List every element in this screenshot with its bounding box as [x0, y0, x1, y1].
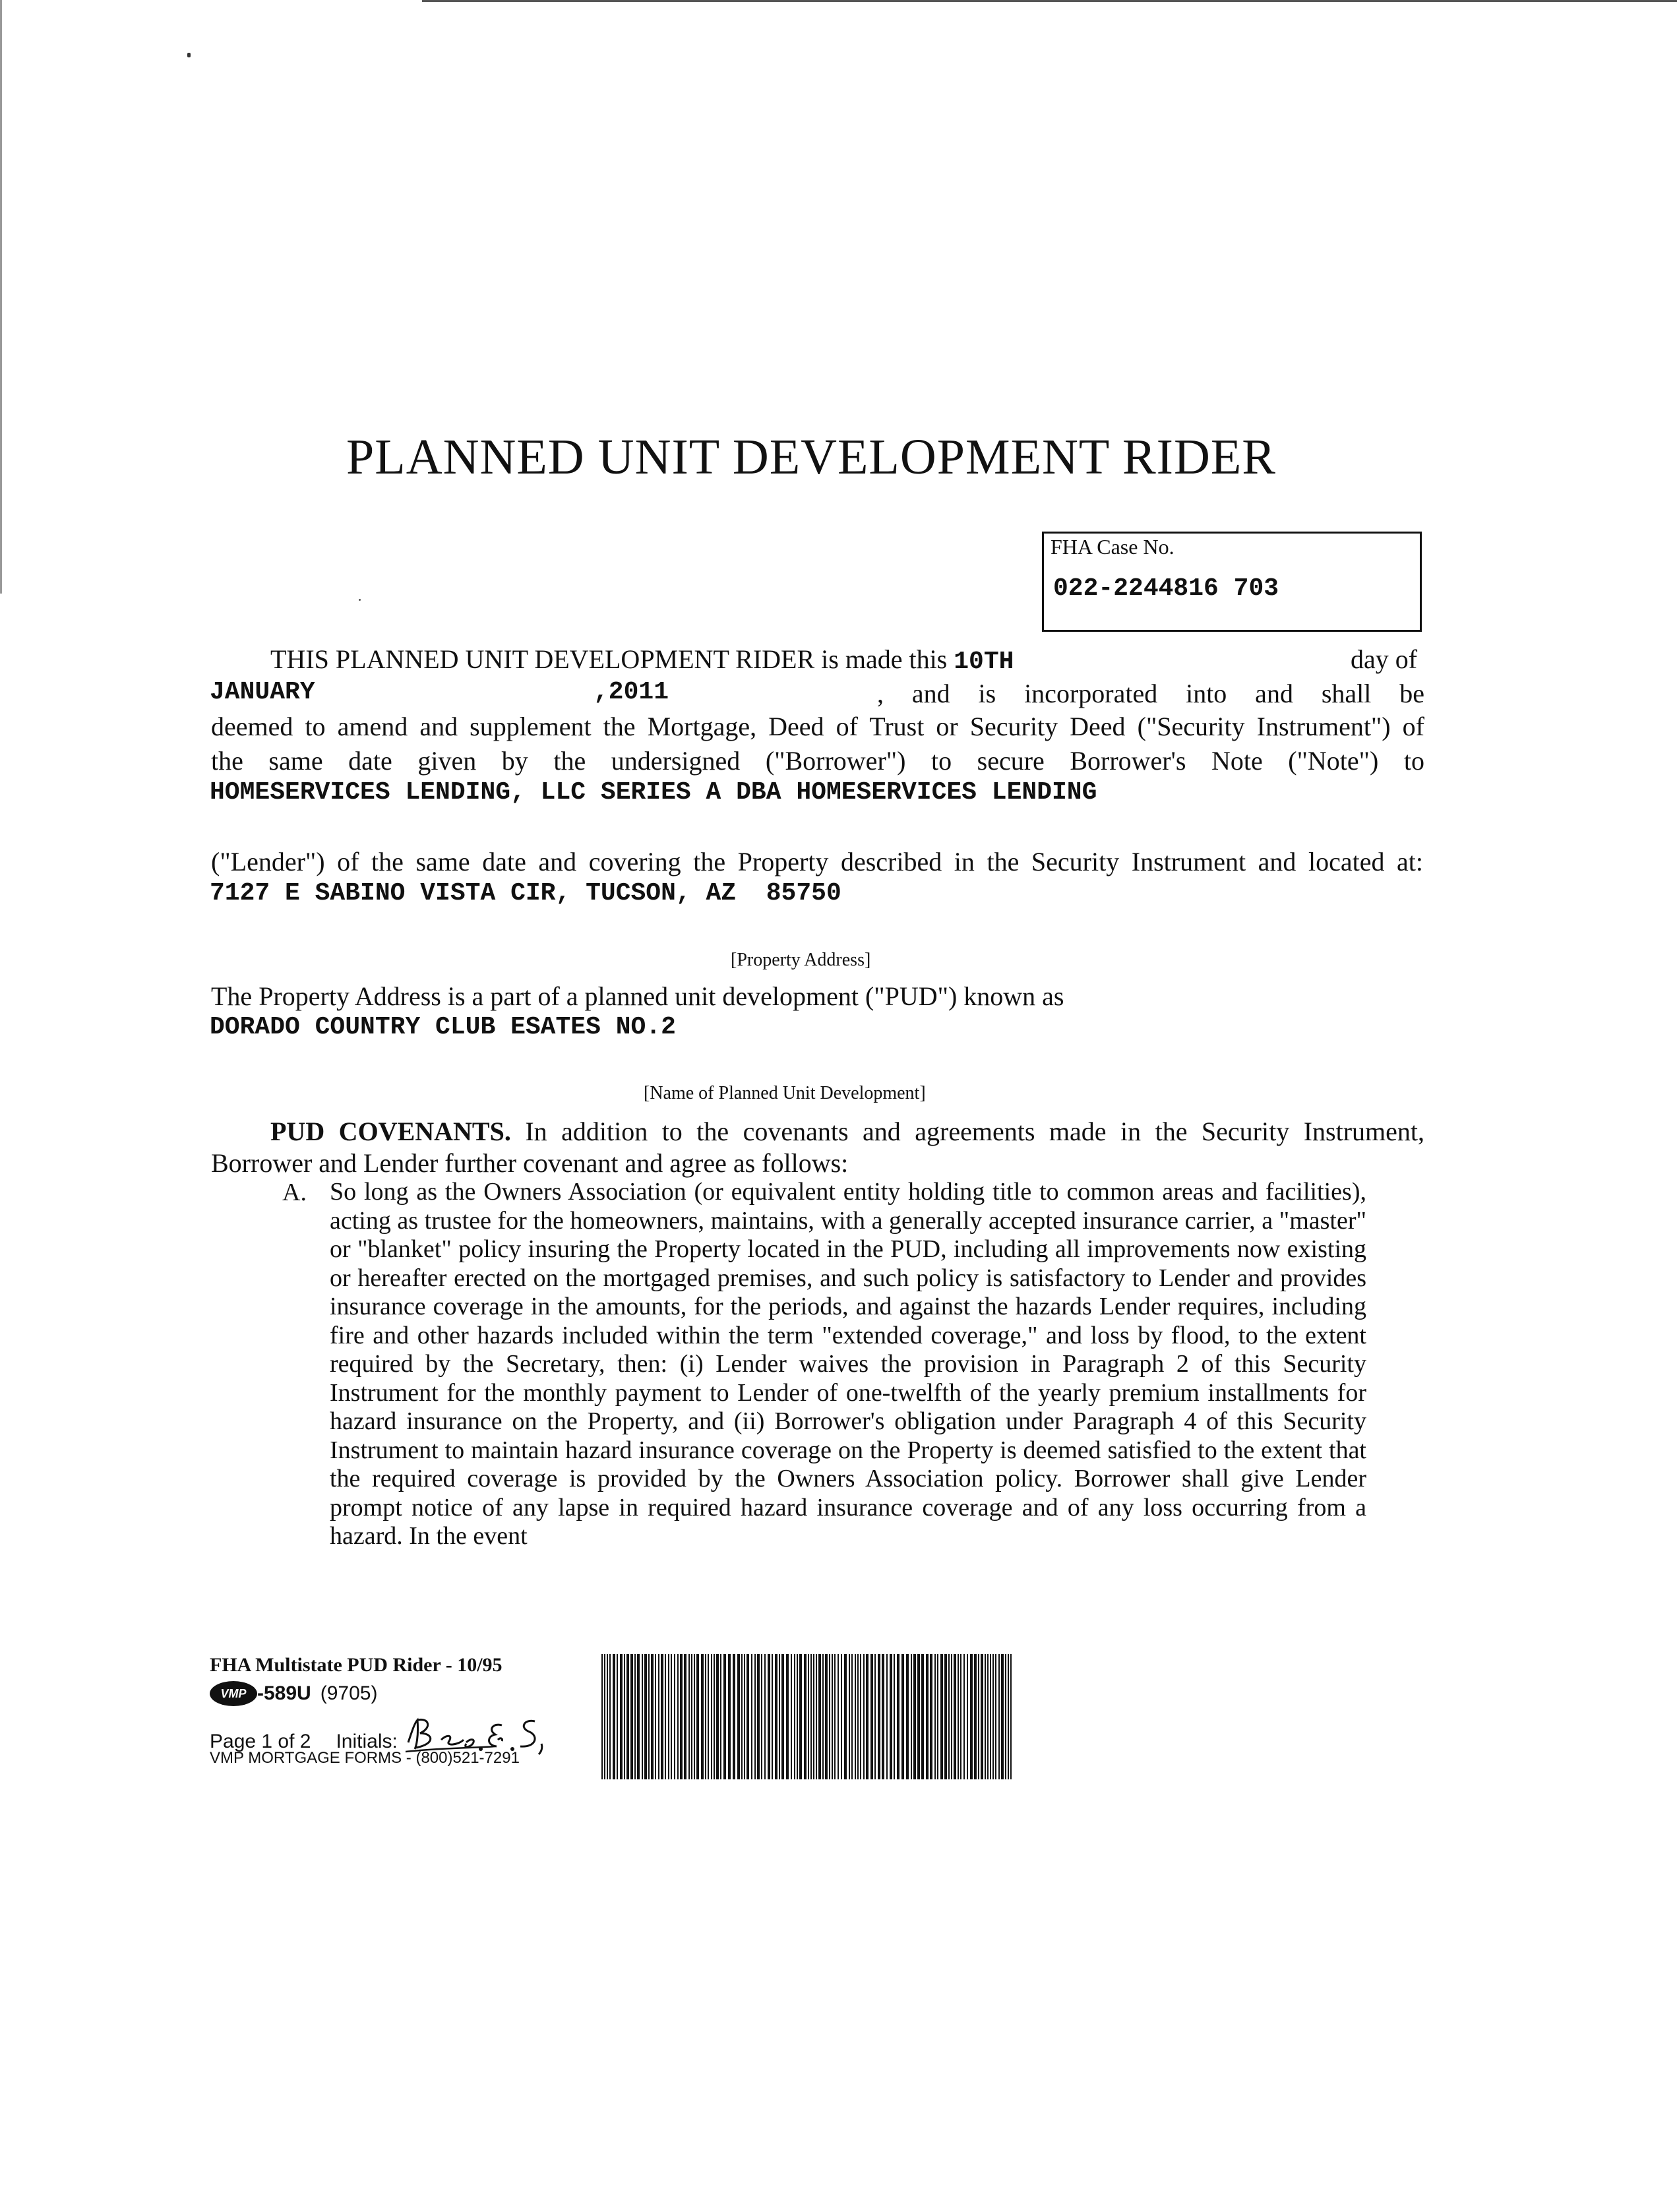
scan-left-edge: [0, 0, 2, 594]
document-title: PLANNED UNIT DEVELOPMENT RIDER: [346, 429, 1276, 485]
covenants-intro-line-2: Borrower and Lender further covenant and agree as follows:: [211, 1148, 849, 1178]
fha-case-number: 022-2244816 703: [1053, 574, 1279, 603]
scan-speck: [359, 599, 361, 601]
opening-line-1: [270, 644, 1014, 676]
footer-page-number: Page 1 of 2: [210, 1731, 311, 1752]
footer-form-name: FHA Multistate PUD Rider - 10/95: [210, 1654, 503, 1676]
vmp-logo-text: VMP: [220, 1686, 247, 1700]
scan-top-edge: [422, 0, 1677, 2]
footer-form-version: (9705): [320, 1682, 378, 1704]
opening-line-3: deemed to amend and supplement the Mortgage, Deed of Trust or Security Deed ("Security Instrument") of: [211, 712, 1424, 741]
opening-line-4: the same date given by the undersigned ("Borrower") to secure Borrower's Note ("Note") to: [211, 746, 1424, 776]
opening-line-2-rest: , and is incorporated into and shall be: [877, 679, 1424, 708]
fha-case-label: FHA Case No.: [1051, 535, 1174, 559]
covenants-intro: [270, 1116, 1424, 1147]
covenants-heading: PUD COVENANTS.: [270, 1117, 511, 1146]
opening-lead-text: THIS PLANNED UNIT DEVELOPMENT RIDER is made this: [270, 644, 948, 674]
pud-name-caption: [Name of Planned Unit Development]: [644, 1083, 926, 1103]
scan-speck: [187, 53, 191, 57]
barcode-stripe: [1010, 1654, 1012, 1779]
covenants-intro-text: In addition to the covenants and agreements made in the Security Instrument,: [525, 1117, 1425, 1146]
footer-page-row: [210, 1711, 555, 1753]
footer-vendor: VMP MORTGAGE FORMS - (800)521-7291: [210, 1749, 520, 1767]
pud-intro: The Property Address is a part of a planned unit development ("PUD") known as: [211, 981, 1064, 1011]
footer-initials-label: Initials:: [336, 1731, 398, 1752]
rider-day: 10TH: [954, 648, 1014, 676]
document-barcode: [601, 1654, 1012, 1779]
item-a-letter: A.: [282, 1179, 307, 1206]
rider-month: JANUARY: [210, 678, 315, 706]
fha-case-box: [1042, 532, 1422, 632]
item-a-text: So long as the Owners Association (or equivalent entity holding title to common areas and facilities), acting as trustee for the homeowners, maintains, with a generally accepted insurance carrier, a "master" or "blanket" policy insuring the Property located in the PUD, including all improvements now existing or hereafter erected on the mortgaged premises, and such policy is satisfactory to Lender and provides insurance coverage in the amounts, for the periods, and against the hazards Lender requires, including fire and other hazards included within the term "extended coverage," and loss by flood, to the extent required by the Secretary, then: (i) Lender waives the provision in Paragraph 2 of this Security Instrument for the monthly payment to Lender of one-twelfth of the yearly premium installments for hazard insurance on the Property, and (ii) Borrower's obligation under Paragraph 4 of this Security Instrument to maintain hazard insurance coverage on the Property is deemed satisfied to the extent that the required coverage is provided by the Owners Association policy. Borrower shall give Lender prompt notice of any lapse in required hazard insurance coverage and of any loss occurring from a hazard. In the event: [330, 1178, 1366, 1550]
rider-year: ,2011: [594, 678, 669, 706]
pud-name: DORADO COUNTRY CLUB ESATES NO.2: [210, 1013, 676, 1041]
opening-line-5: ("Lender") of the same date and covering the Property described in the Security Instrument and located at:: [211, 847, 1423, 876]
footer-form-code: -589U: [257, 1682, 311, 1704]
day-of-text: day of: [1351, 644, 1418, 674]
property-address-caption: [Property Address]: [731, 950, 871, 970]
footer-form-code-row: [210, 1679, 377, 1708]
property-address: 7127 E SABINO VISTA CIR, TUCSON, AZ 85750: [210, 879, 841, 907]
lender-name: HOMESERVICES LENDING, LLC SERIES A DBA HOMESERVICES LENDING: [210, 778, 1097, 807]
vmp-logo: [210, 1681, 257, 1706]
